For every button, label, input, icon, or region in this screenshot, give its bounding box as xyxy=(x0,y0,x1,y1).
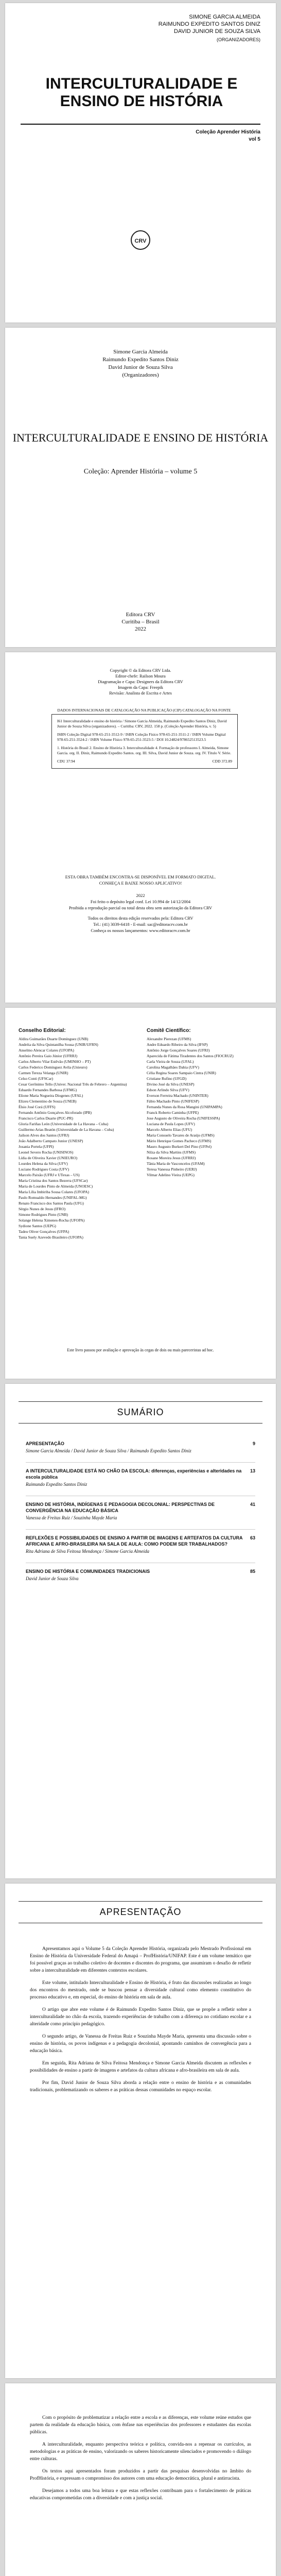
committee-member: Marcelo Alberto Elias (UFU) xyxy=(147,1127,192,1132)
organizer-name: SIMONE GARCIA ALMEIDA xyxy=(189,14,260,20)
committee-member: Carolina Magalhães Dahia (UFV) xyxy=(147,1065,199,1070)
publisher-city: Curitiba – Brasil xyxy=(121,619,160,625)
committee-member: Franck Roberto Caminha (UFPE) xyxy=(147,1110,199,1115)
cip-keywords: 1. História do Brasil 2. Ensino de História 3. Interculturalidade 4. Formação de professores I. Almeida, Simone Garcia. org. II. Diniz, Raimundo Expedito Santos. org. III. Silva, David Junior de Souza. org. IV. Título V. Série. xyxy=(57,745,231,755)
presentation-header xyxy=(19,1901,262,1923)
council-member: Lídia de Oliveira Xavier (UNIEURO) xyxy=(19,1156,78,1160)
editorial-council-column xyxy=(19,1028,134,1241)
council-member: Tadeu Oliver Gonçalves (UFPA) xyxy=(19,1229,69,1234)
table-of-contents xyxy=(26,1440,255,1590)
presentation-page xyxy=(5,1884,276,2378)
committee-member: Célia Regina Soares Sampaio Cintra (UNIR) xyxy=(147,1071,216,1075)
series-volume: vol 5 xyxy=(249,137,260,142)
committee-member: Mauro Augusto Burkert Del Pino (UFPel) xyxy=(147,1144,212,1149)
cover-series xyxy=(196,129,260,143)
editorial-council-page xyxy=(5,1008,276,1379)
council-member: Marcelo Paixão (UFRJ e UTexas – US) xyxy=(19,1173,80,1177)
cover-page xyxy=(5,3,276,323)
council-member: João Adalberto Campato Junior (UNESP) xyxy=(19,1139,83,1143)
credit-line: Imagem da Capa: Freepik xyxy=(117,685,164,690)
text-page xyxy=(5,2383,276,2576)
council-member: Sérgio Nunes de Jesus (IFRO) xyxy=(19,1207,66,1211)
credit-line: Editor-chefe: Railson Moura xyxy=(115,673,166,679)
credit-line: Revisão: Analista de Escrita e Artes xyxy=(109,690,172,696)
committee-member: Fernanda Nunes da Rosa Mangini (UNIPAMPA) xyxy=(147,1105,222,1109)
committee-member: Carla Vieira de Souza (UFAL) xyxy=(147,1059,194,1064)
body-paragraph: Desejamos a todos uma boa leitura e que estas reflexões contribuam para o fortalecimento de práticas educativas comprometidas com a diversidade e com a justiça social. xyxy=(30,2488,251,2501)
body-paragraph: A interculturalidade, enquanto perspectiva teórica e política, convida-nos a repensar os currículos, as metodologias e as práticas de ensino, valorizando os saberes historicamente silenciados e promovendo o diálogo entre culturas. xyxy=(30,2442,251,2462)
body-paragraph: Em seguida, Rita Adriana de Silva Feitosa Mendonça e Simone Garcia Almeida discutem as reflexões e possibilidades de ensino a partir de imagens e artefatos da cultura africana e afro-brasileira em sala de aula. xyxy=(30,2061,251,2073)
council-member: Cesar Gerônimo Tello (Univer. Nacional Três de Febrero – Argentina) xyxy=(19,1082,127,1087)
committee-member: Everson Ferreira Machado (UNINTER) xyxy=(147,1093,208,1098)
council-columns xyxy=(19,1028,262,1241)
peer-review-note: Este livro passou por avaliação e aprovação às cegas de dois ou mais pareceristas ad hoc. xyxy=(67,1348,214,1352)
rights-line: CONHEÇA E BAIXE NOSSO APLICATIVO! xyxy=(99,880,182,886)
publication-year: 2022 xyxy=(135,626,146,632)
imprint xyxy=(5,611,276,633)
toc-entry xyxy=(26,1440,255,1454)
toc-entry-title-row xyxy=(26,1535,255,1547)
toc-entry-title-row xyxy=(26,1568,255,1574)
council-member: Celso Conti (UFSCar) xyxy=(19,1076,54,1081)
copyright-page xyxy=(5,652,276,1003)
toc-entry-title-row xyxy=(26,1468,255,1480)
council-member: Simone Rodrigues Pinto (UNB) xyxy=(19,1212,68,1217)
toc-entry-page: 9 xyxy=(252,1441,255,1446)
publisher-logo-icon xyxy=(130,230,151,250)
toc-entry-title: APRESENTAÇÃO xyxy=(26,1441,64,1446)
book-subtitle: Coleção: Aprender História – volume 5 xyxy=(83,468,198,476)
rights-line: 2022 xyxy=(136,893,145,898)
series-name: Coleção Aprender História xyxy=(196,129,260,135)
toc-entry-title-row xyxy=(26,1501,255,1514)
council-member: Fernando Antônio Gonçalves Alcoforado (IPB) xyxy=(19,1110,92,1115)
committee-member: Edson Arlindo Silva (UFV) xyxy=(147,1088,189,1092)
cip-box xyxy=(51,714,238,769)
rights-line: Tel.: (41) 3039-6418 - E-mail: sac@editoracrv.com.br xyxy=(93,922,188,927)
toc-entry-authors: David Junior de Souza Silva xyxy=(26,1576,79,1581)
organizer-name: RAIMUNDO EXPEDITO SANTOS DINIZ xyxy=(158,21,260,27)
author-name: David Junior de Souza Silva xyxy=(108,364,173,370)
committee-member: Nilza da Silva Martins (UFMS) xyxy=(147,1150,196,1155)
council-member: Tania Suely Azevedo Brasileiro (UFOPA) xyxy=(19,1235,83,1240)
committee-member: Fábio Machado Pinto (UNIFESP) xyxy=(147,1099,199,1104)
rights-line: Todos os direitos desta edição reservados pela: Editora CRV xyxy=(87,916,194,921)
committee-member: Jose Augusto de Oliveira Rocha (UNIFESSPA) xyxy=(147,1116,220,1121)
body-paragraph: O artigo que abre este volume é de Raimundo Expedito Santos Diniz, que se propõe a refletir sobre a interculturalidade no chão da escola, trazendo experiências de trabalho com a diferença no cotidiano escolar e a alteridade como princípio pedagógico. xyxy=(30,2007,251,2027)
cip-heading: DADOS INTERNACIONAIS DE CATALOGAÇÃO NA PUBLICAÇÃO (CIP) CATALOGAÇÃO NA FONTE xyxy=(57,708,231,713)
toc-divider xyxy=(26,1529,255,1530)
council-member: Carlos Federico Dominguez Avila (Unieuro) xyxy=(19,1065,87,1070)
presentation-title: APRESENTAÇÃO xyxy=(99,1907,182,1917)
organizers-label: (Organizadores) xyxy=(122,372,159,378)
toc-entry xyxy=(26,1535,255,1554)
committee-member: Andre Eduardo Ribeiro da Silva (IFSP) xyxy=(147,1042,208,1047)
classification-codes xyxy=(57,759,232,764)
council-member: Antônio Pereira Gaio Júnior (UFRRJ) xyxy=(19,1054,78,1058)
summary-page xyxy=(5,1384,276,1878)
organizer-name: DAVID JUNIOR DE SOUZA SILVA xyxy=(173,28,260,35)
rights-line: ESTA OBRA TAMBÉM ENCONTRA-SE DISPONÍVEL EM FORMATO DIGITAL. xyxy=(65,874,216,879)
toc-entry-title: ENSINO DE HISTÓRIA, INDÍGENAS E PEDAGOGIA DECOLONIAL: PERSPECTIVAS DE CONVERGÊNCIA NA EDUCAÇÃO BÁSICA xyxy=(26,1502,215,1513)
committee-member: Luciana de Paula Lopes (UFV) xyxy=(147,1122,195,1126)
toc-entry-authors: Rita Adriana de Silva Feitosa Mendonça / Simone Garcia Almeida xyxy=(26,1549,150,1554)
organizers-label: (ORGANIZADORES) xyxy=(216,37,260,42)
toc-entry-authors: Raimundo Expedito Santos Diniz xyxy=(26,1482,87,1487)
council-member: Francisco Carlos Duarte (PUC-PR) xyxy=(19,1116,74,1121)
header-rule xyxy=(19,1901,262,1902)
body-paragraph: Este volume, intitulado Interculturalidade e Ensino de História, é fruto das discussões realizadas ao longo dos encontros do mestrado, onde se buscou pensar a diversidade cultural como elemento constitutivo do processo educativo e, em especial, do ensino de história em sala de aula. xyxy=(30,1980,251,2000)
toc-entry-title: REFLEXÕES E POSSIBILIDADES DE ENSINO A PARTIR DE IMAGENS E ARTEFATOS DA CULTURA AFRICANA E AFRO-BRASILEIRA NA SALA DE AULA: COMO PODEM SER TRABALHADOS? xyxy=(26,1535,243,1547)
cdu-code: CDU 37:94 xyxy=(57,759,75,764)
credit-line: Copyright © da Editora CRV Ltda. xyxy=(110,668,171,673)
council-member: Elione Maria Nogueira Diogenes (UFAL) xyxy=(19,1093,83,1098)
council-member: Lourdes Helena da Silva (UFV) xyxy=(19,1161,68,1166)
credit-line: Diagramação e Capa: Designers da Editora CRV xyxy=(98,679,183,684)
toc-entry-title-row xyxy=(26,1440,255,1447)
summary-title: SUMÁRIO xyxy=(117,1407,164,1417)
author-name: Simone Garcia Almeida xyxy=(113,349,168,355)
title-page-authors xyxy=(5,348,276,379)
author-name: Raimundo Expedito Santos Diniz xyxy=(102,357,179,363)
committee-member: Teresa Vanessa Pinheiro (UERJ) xyxy=(147,1167,197,1172)
council-member: Josania Portela (UFPI) xyxy=(19,1144,54,1149)
cover-title: INTERCULTURALIDADE E ENSINO DE HISTÓRIA xyxy=(45,75,238,110)
toc-entry-title: A INTERCULTURALIDADE ESTÁ NO CHÃO DA ESCOLA: diferenças, experiências e alteridades na escola pública xyxy=(26,1468,242,1480)
body-paragraph: Apresentamos aqui o Volume 5 da Coleção Aprender História, organizada pelo Mestrado Profissional em Ensino de História da Universidade Federal do Amapá – ProfHistória/UNIFAP. Este é um volume temático que foi possível graças ao trabalho coletivo de docentes e discentes do programa, que assumiram o desafio de refletir sobre a interculturalidade em diferentes contextos escolares. xyxy=(30,1946,251,1973)
toc-entry-page: 41 xyxy=(250,1502,255,1507)
council-member: Sydione Santos (UEPG) xyxy=(19,1224,56,1228)
committee-member: Alexandre Pierezan (UFMS) xyxy=(147,1037,191,1041)
scientific-committee-list xyxy=(147,1037,262,1178)
committee-member: Cristiane Rufino (UFGD) xyxy=(147,1076,187,1081)
toc-entry-authors: Vanessa de Freitas Ruiz / Souzinha Mayde Maria xyxy=(26,1515,117,1520)
toc-entry xyxy=(26,1568,255,1582)
committee-member: Tânia Maria de Vasconcelos (UFAM) xyxy=(147,1161,205,1166)
rights-line: Foi feito o depósito legal conf. Lei 10.994 de 14/12/2004 xyxy=(90,899,191,904)
council-member: Anselmo Alencar Colares (UFOPA) xyxy=(19,1048,74,1053)
cover-organizers xyxy=(159,13,260,43)
body-paragraph: Com o propósito de problematizar a relação entre a escola e as diferenças, este volume reúne estudos que partem da realidade da educação básica, com ênfase nas experiências dos professores e estudantes das escolas públicas. xyxy=(30,2415,251,2435)
toc-entry xyxy=(26,1501,255,1521)
body-paragraph: Os textos aqui apresentados foram produzidos a partir das pesquisas desenvolvidas no âmbito do ProfHistória, e expressam o compromisso dos autores com uma educação democrática, plural e antirracista. xyxy=(30,2469,251,2481)
council-member: Gloria Fariñas León (Universidade de La Havana – Cuba) xyxy=(19,1122,109,1126)
isbn-list: ISBN Coleção Digital 978-65-251-3512-9 / ISBN Coleção Físico 978-65-251-3511-2 / ISBN Volume Digital 978-65-251-3524-2 / ISBN Volume Físico 978-65-251-3523-5 / DOI 10.24824/978652513523.5 xyxy=(57,732,226,742)
title-page xyxy=(5,328,276,647)
toc-entry-title: ENSINO DE HISTÓRIA E COMUNIDADES TRADICIONAIS xyxy=(26,1569,150,1574)
council-member: Solange Helena Ximenes-Rocha (UFOPA) xyxy=(19,1218,85,1223)
council-member: Luciano Rodrigues Costa (UFV) xyxy=(19,1167,69,1172)
committee-member: Mário Henrique Gomes Pacheco (UFMS) xyxy=(147,1139,212,1143)
header-rule xyxy=(19,1401,262,1402)
council-member: Maria Cristina dos Santos Bezerra (UFSCar) xyxy=(19,1178,88,1183)
council-member: Carmen Tereza Velanga (UNIR) xyxy=(19,1071,68,1075)
cdd-code: CDD 372.89 xyxy=(212,759,232,764)
editorial-council-list xyxy=(19,1037,134,1240)
toc-divider xyxy=(26,1462,255,1463)
copyright-credits xyxy=(5,668,276,696)
council-member: Guillermo Arias Beatón (Universidade de La Havana – Cuba) xyxy=(19,1127,114,1132)
council-member: Carlos Alberto Vilar Estêvão (UMINHO – PT) xyxy=(19,1059,91,1064)
committee-member: Divino José da Silva (UNESP) xyxy=(147,1082,195,1087)
continued-body xyxy=(30,2414,251,2507)
body-paragraph: Por fim, David Junior de Souza Silva aborda a relação entre o ensino de história e as comunidades tradicionais, problematizando os saberes e as práticas dessas comunidades no espaço escolar. xyxy=(30,2080,251,2093)
council-member: Elizeu Clementino de Souza (UNEB) xyxy=(19,1099,77,1104)
scientific-committee-column xyxy=(147,1028,262,1241)
publisher-name: Editora CRV xyxy=(126,612,155,618)
rights-line: Conheça os nossos lançamentos: www.editoracrv.com.br xyxy=(91,928,190,933)
book-title: INTERCULTURALIDADE E ENSINO DE HISTÓRIA xyxy=(12,431,269,444)
committee-member: Vilmar Adelino Vieira (UEPG) xyxy=(147,1173,195,1177)
committee-member: Aparecida de Fátima Tiradentes dos Santos (FIOCRUZ) xyxy=(147,1054,234,1058)
toc-entry-authors: Simone Garcia Almeida / David Junior de Souza Silva / Raimundo Expedito Santos Diniz xyxy=(26,1448,191,1453)
council-member: Andréia da Silva Quintanilha Sousa (UNIR/UFRN) xyxy=(19,1042,98,1047)
toc-entry-page: 13 xyxy=(250,1468,255,1473)
council-member: Renato Francisco dos Santos Paula (UFG) xyxy=(19,1201,84,1206)
council-member: Eduardo Fernandes Barbosa (UFMG) xyxy=(19,1088,77,1092)
council-member: Élsio José Corá (UFFS) xyxy=(19,1105,56,1109)
council-member: Paulo Romualdo Hernandes (UNIFAL-MG) xyxy=(19,1195,87,1200)
committee-member: Antônio Jorge Gonçalves Soares (UFRJ) xyxy=(147,1048,210,1053)
committee-member: Rosane Moreira Jesus (UFRRJ) xyxy=(147,1156,196,1160)
committee-member: Maria Consuelo Tavares de Araújo (UFMS) xyxy=(147,1133,215,1138)
rights-block xyxy=(5,874,276,934)
council-member: Leonel Severo Rocha (UNISINOS) xyxy=(19,1150,74,1155)
scientific-committee-title: Comitê Científico: xyxy=(147,1028,191,1033)
svg-text:CRV: CRV xyxy=(134,238,147,244)
toc-entry xyxy=(26,1468,255,1487)
cip-text: I61 Interculturalidade e ensino de história / Simone Garcia Almeida, Raimundo Expedito Santos Diniz, David Junior de Souza Silva (organizadores). – Curitiba: CRV, 2022. 158 p. (Coleção Aprender História, v. 5) xyxy=(57,719,227,728)
body-paragraph: O segundo artigo, de Vanessa de Freitas Ruiz e Souzinha Mayde Maria, apresenta uma discussão sobre o ensino de história, os povos indígenas e a pedagogia decolonial, apontando caminhos de convergência para a educação básica. xyxy=(30,2034,251,2054)
council-member: Maria Lília Imbiriba Sousa Colares (UFOPA) xyxy=(19,1190,89,1194)
cover-divider xyxy=(21,124,260,125)
toc-entry-page: 85 xyxy=(250,1569,255,1574)
rights-line: Proibida a reprodução parcial ou total desta obra sem autorização da Editora CRV xyxy=(68,905,213,910)
summary-header xyxy=(19,1401,262,1423)
council-member: Maria de Lourdes Pinto de Almeida (UNOESC) xyxy=(19,1184,93,1189)
council-member: Jailson Alves dos Santos (UFRJ) xyxy=(19,1133,69,1138)
council-member: Aldira Guimarães Duarte Domínguez (UNB) xyxy=(19,1037,89,1041)
toc-entry-page: 63 xyxy=(250,1535,255,1540)
editorial-council-title: Conselho Editorial: xyxy=(19,1028,66,1033)
presentation-body xyxy=(30,1945,251,2099)
